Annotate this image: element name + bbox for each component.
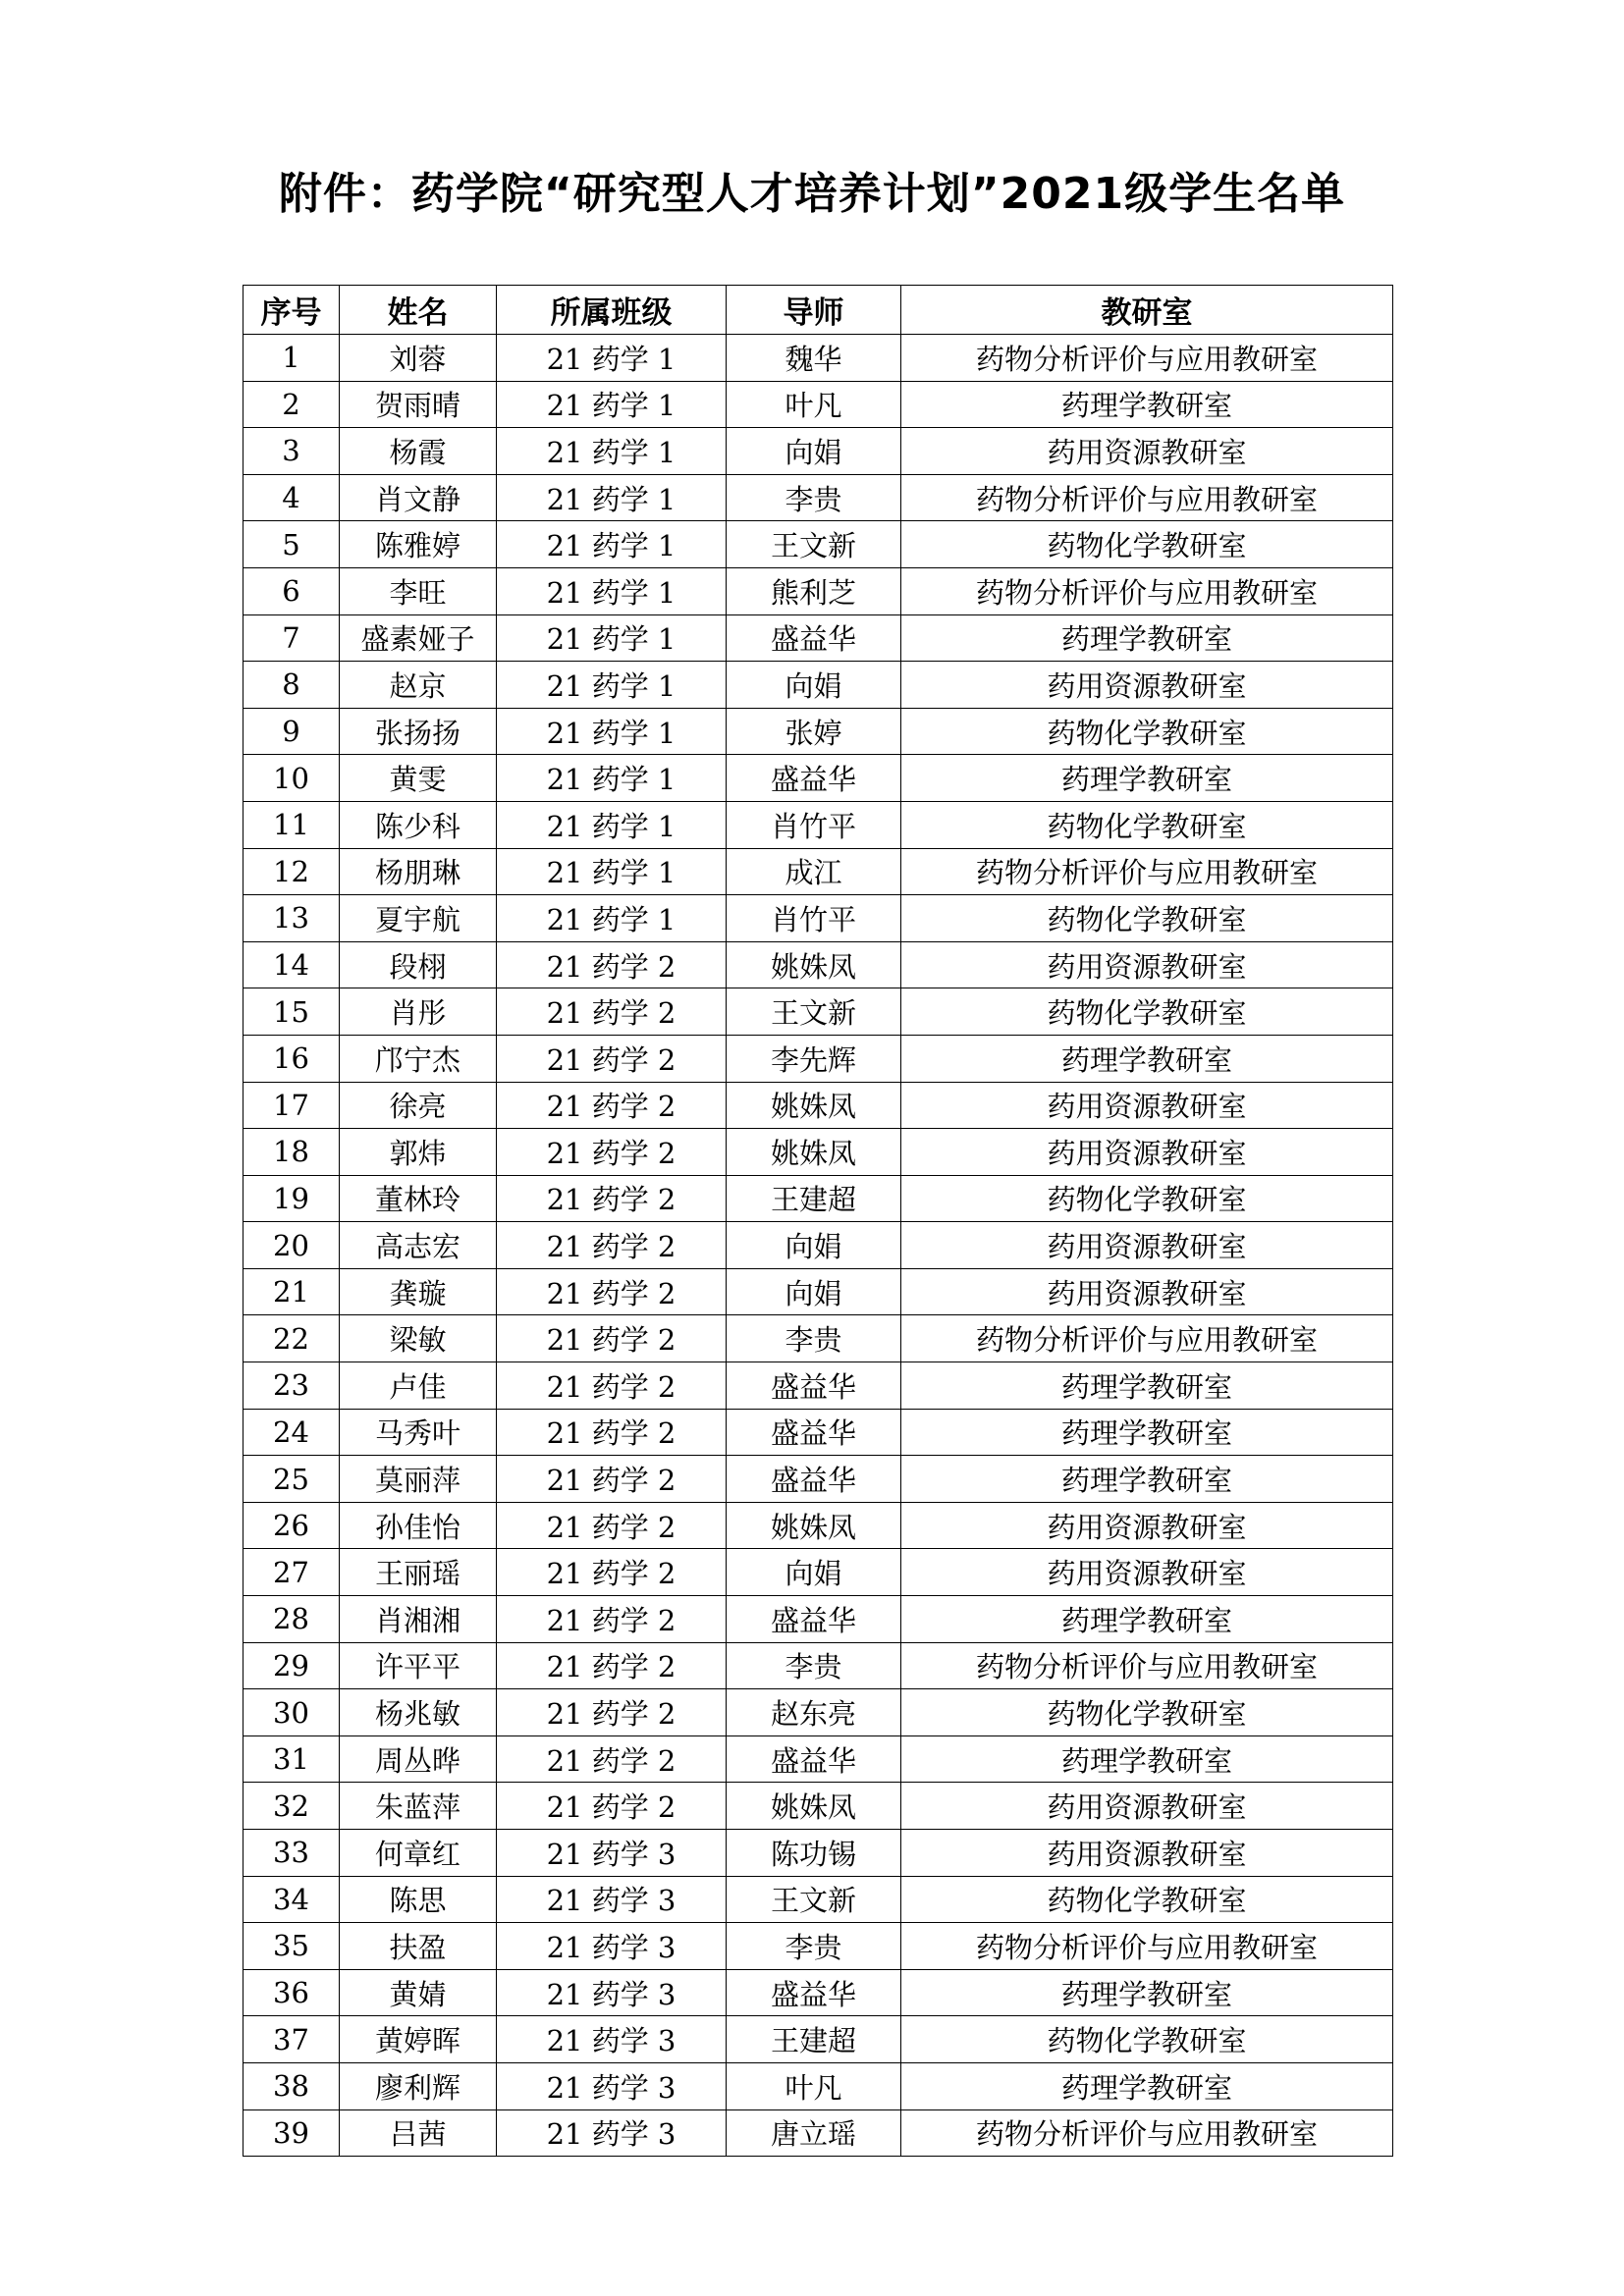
cell-office: 药理学教研室	[901, 755, 1393, 802]
cell-office: 药理学教研室	[901, 1409, 1393, 1456]
cell-class: 21 药学 1	[497, 381, 727, 428]
table-row	[244, 381, 1393, 428]
cell-name: 高志宏	[340, 1222, 497, 1269]
cell-name: 扶盈	[340, 1923, 497, 1970]
table-row	[244, 1502, 1393, 1549]
cell-office: 药用资源教研室	[901, 1502, 1393, 1549]
cell-class: 21 药学 1	[497, 895, 727, 942]
cell-tutor: 李贵	[727, 1315, 901, 1362]
cell-tutor: 李贵	[727, 1923, 901, 1970]
cell-class: 21 药学 1	[497, 428, 727, 475]
cell-class: 21 药学 3	[497, 2016, 727, 2063]
cell-name: 周丛晔	[340, 1735, 497, 1783]
cell-office: 药物分析评价与应用教研室	[901, 1315, 1393, 1362]
cell-name: 赵京	[340, 662, 497, 709]
table-row	[244, 1969, 1393, 2016]
cell-no: 11	[244, 801, 340, 848]
page-title: 附件：药学院“研究型人才培养计划”2021级学生名单	[278, 169, 1346, 219]
cell-name: 陈雅婷	[340, 521, 497, 568]
cell-office: 药物化学教研室	[901, 988, 1393, 1036]
table-row	[244, 614, 1393, 662]
table-row	[244, 2062, 1393, 2109]
cell-name: 刘蓉	[340, 335, 497, 382]
cell-tutor: 盛益华	[727, 1969, 901, 2016]
cell-no: 28	[244, 1596, 340, 1643]
cell-name: 盛素娅子	[340, 614, 497, 662]
header-no: 序号	[244, 286, 340, 335]
cell-name: 张扬扬	[340, 708, 497, 755]
cell-tutor: 向娟	[727, 428, 901, 475]
cell-class: 21 药学 2	[497, 1689, 727, 1736]
table-row	[244, 1642, 1393, 1689]
cell-name: 黄婧	[340, 1969, 497, 2016]
cell-name: 肖湘湘	[340, 1596, 497, 1643]
cell-office: 药理学教研室	[901, 1362, 1393, 1410]
student-roster-table	[243, 285, 1393, 2157]
cell-office: 药物分析评价与应用教研室	[901, 848, 1393, 895]
cell-no: 13	[244, 895, 340, 942]
table-row	[244, 988, 1393, 1036]
cell-name: 梁敏	[340, 1315, 497, 1362]
cell-name: 卢佳	[340, 1362, 497, 1410]
cell-class: 21 药学 2	[497, 1596, 727, 1643]
cell-office: 药物化学教研室	[901, 895, 1393, 942]
table-row	[244, 1876, 1393, 1923]
cell-no: 26	[244, 1502, 340, 1549]
cell-office: 药用资源教研室	[901, 1783, 1393, 1830]
cell-tutor: 盛益华	[727, 1456, 901, 1503]
table-row	[244, 1549, 1393, 1596]
cell-no: 9	[244, 708, 340, 755]
cell-office: 药物化学教研室	[901, 1175, 1393, 1222]
cell-name: 郭炜	[340, 1129, 497, 1176]
cell-office: 药理学教研室	[901, 2062, 1393, 2109]
cell-tutor: 姚姝凤	[727, 1783, 901, 1830]
cell-name: 邝宁杰	[340, 1035, 497, 1082]
cell-name: 孙佳怡	[340, 1502, 497, 1549]
cell-no: 23	[244, 1362, 340, 1410]
cell-no: 7	[244, 614, 340, 662]
cell-class: 21 药学 3	[497, 1830, 727, 1877]
cell-tutor: 盛益华	[727, 614, 901, 662]
cell-tutor: 盛益华	[727, 755, 901, 802]
cell-name: 陈少科	[340, 801, 497, 848]
table-row	[244, 1735, 1393, 1783]
cell-class: 21 药学 2	[497, 1222, 727, 1269]
cell-class: 21 药学 2	[497, 988, 727, 1036]
cell-class: 21 药学 2	[497, 1642, 727, 1689]
cell-class: 21 药学 3	[497, 1923, 727, 1970]
cell-name: 徐亮	[340, 1082, 497, 1129]
cell-no: 1	[244, 335, 340, 382]
cell-tutor: 肖竹平	[727, 895, 901, 942]
header-tutor: 导师	[727, 286, 901, 335]
cell-class: 21 药学 2	[497, 1362, 727, 1410]
table-row	[244, 1362, 1393, 1410]
cell-no: 15	[244, 988, 340, 1036]
cell-office: 药用资源教研室	[901, 1830, 1393, 1877]
table-header-row	[244, 286, 1393, 335]
cell-tutor: 张婷	[727, 708, 901, 755]
cell-no: 20	[244, 1222, 340, 1269]
cell-name: 肖文静	[340, 474, 497, 521]
cell-name: 段栩	[340, 941, 497, 988]
table-row	[244, 1315, 1393, 1362]
cell-class: 21 药学 3	[497, 2109, 727, 2157]
cell-no: 6	[244, 567, 340, 614]
table-row	[244, 1409, 1393, 1456]
cell-class: 21 药学 2	[497, 941, 727, 988]
cell-tutor: 叶凡	[727, 2062, 901, 2109]
cell-class: 21 药学 1	[497, 801, 727, 848]
table-row	[244, 2109, 1393, 2157]
cell-no: 35	[244, 1923, 340, 1970]
cell-class: 21 药学 2	[497, 1129, 727, 1176]
table-body	[244, 335, 1393, 2157]
cell-class: 21 药学 1	[497, 614, 727, 662]
table-row	[244, 1268, 1393, 1315]
table-row	[244, 521, 1393, 568]
cell-name: 肖彤	[340, 988, 497, 1036]
cell-class: 21 药学 1	[497, 708, 727, 755]
cell-office: 药用资源教研室	[901, 1129, 1393, 1176]
cell-no: 19	[244, 1175, 340, 1222]
cell-name: 黄婷晖	[340, 2016, 497, 2063]
cell-class: 21 药学 1	[497, 662, 727, 709]
cell-office: 药物分析评价与应用教研室	[901, 474, 1393, 521]
cell-class: 21 药学 1	[497, 567, 727, 614]
cell-tutor: 李先辉	[727, 1035, 901, 1082]
cell-office: 药物分析评价与应用教研室	[901, 2109, 1393, 2157]
table-row	[244, 474, 1393, 521]
table-row	[244, 1783, 1393, 1830]
cell-class: 21 药学 2	[497, 1456, 727, 1503]
cell-tutor: 李贵	[727, 474, 901, 521]
cell-office: 药理学教研室	[901, 1735, 1393, 1783]
table-row	[244, 1129, 1393, 1176]
table-row	[244, 895, 1393, 942]
cell-tutor: 叶凡	[727, 381, 901, 428]
cell-office: 药用资源教研室	[901, 1222, 1393, 1269]
cell-name: 杨朋琳	[340, 848, 497, 895]
cell-office: 药用资源教研室	[901, 662, 1393, 709]
table-row	[244, 567, 1393, 614]
cell-office: 药用资源教研室	[901, 941, 1393, 988]
cell-office: 药理学教研室	[901, 1035, 1393, 1082]
cell-no: 29	[244, 1642, 340, 1689]
cell-name: 朱蓝萍	[340, 1783, 497, 1830]
cell-class: 21 药学 2	[497, 1502, 727, 1549]
cell-tutor: 唐立瑶	[727, 2109, 901, 2157]
cell-office: 药用资源教研室	[901, 1549, 1393, 1596]
cell-office: 药理学教研室	[901, 381, 1393, 428]
table-row	[244, 1082, 1393, 1129]
cell-office: 药用资源教研室	[901, 428, 1393, 475]
table-row	[244, 1689, 1393, 1736]
cell-tutor: 向娟	[727, 1549, 901, 1596]
cell-class: 21 药学 2	[497, 1549, 727, 1596]
table-row	[244, 1596, 1393, 1643]
cell-office: 药物分析评价与应用教研室	[901, 1642, 1393, 1689]
cell-no: 25	[244, 1456, 340, 1503]
cell-no: 10	[244, 755, 340, 802]
table-row	[244, 1830, 1393, 1877]
cell-no: 33	[244, 1830, 340, 1877]
cell-no: 39	[244, 2109, 340, 2157]
table-row	[244, 755, 1393, 802]
cell-class: 21 药学 1	[497, 755, 727, 802]
table-row	[244, 1175, 1393, 1222]
cell-class: 21 药学 2	[497, 1268, 727, 1315]
cell-office: 药物化学教研室	[901, 2016, 1393, 2063]
cell-no: 36	[244, 1969, 340, 2016]
cell-no: 12	[244, 848, 340, 895]
cell-class: 21 药学 1	[497, 848, 727, 895]
cell-no: 8	[244, 662, 340, 709]
cell-name: 贺雨晴	[340, 381, 497, 428]
cell-no: 17	[244, 1082, 340, 1129]
cell-class: 21 药学 1	[497, 335, 727, 382]
cell-office: 药理学教研室	[901, 614, 1393, 662]
cell-tutor: 王建超	[727, 2016, 901, 2063]
cell-name: 许平平	[340, 1642, 497, 1689]
table-row	[244, 941, 1393, 988]
table-row	[244, 335, 1393, 382]
cell-class: 21 药学 2	[497, 1315, 727, 1362]
cell-tutor: 姚姝凤	[727, 1502, 901, 1549]
cell-tutor: 盛益华	[727, 1735, 901, 1783]
cell-name: 龚璇	[340, 1268, 497, 1315]
cell-tutor: 赵东亮	[727, 1689, 901, 1736]
cell-office: 药物化学教研室	[901, 521, 1393, 568]
cell-office: 药物分析评价与应用教研室	[901, 335, 1393, 382]
cell-no: 30	[244, 1689, 340, 1736]
cell-name: 廖利辉	[340, 2062, 497, 2109]
cell-office: 药物化学教研室	[901, 1876, 1393, 1923]
cell-tutor: 向娟	[727, 1268, 901, 1315]
cell-no: 32	[244, 1783, 340, 1830]
cell-class: 21 药学 2	[497, 1735, 727, 1783]
cell-office: 药理学教研室	[901, 1596, 1393, 1643]
cell-no: 21	[244, 1268, 340, 1315]
cell-class: 21 药学 1	[497, 474, 727, 521]
cell-tutor: 盛益华	[727, 1596, 901, 1643]
cell-office: 药物分析评价与应用教研室	[901, 1923, 1393, 1970]
table-row	[244, 848, 1393, 895]
header-office: 教研室	[901, 286, 1393, 335]
table-row	[244, 2016, 1393, 2063]
header-class: 所属班级	[497, 286, 727, 335]
header-name: 姓名	[340, 286, 497, 335]
cell-no: 16	[244, 1035, 340, 1082]
cell-office: 药理学教研室	[901, 1969, 1393, 2016]
cell-class: 21 药学 3	[497, 1876, 727, 1923]
cell-tutor: 王建超	[727, 1175, 901, 1222]
cell-tutor: 肖竹平	[727, 801, 901, 848]
cell-name: 董林玲	[340, 1175, 497, 1222]
cell-no: 31	[244, 1735, 340, 1783]
cell-no: 22	[244, 1315, 340, 1362]
cell-no: 24	[244, 1409, 340, 1456]
cell-name: 陈思	[340, 1876, 497, 1923]
cell-no: 4	[244, 474, 340, 521]
cell-office: 药物化学教研室	[901, 1689, 1393, 1736]
cell-name: 杨兆敏	[340, 1689, 497, 1736]
cell-office: 药用资源教研室	[901, 1082, 1393, 1129]
cell-tutor: 向娟	[727, 662, 901, 709]
cell-class: 21 药学 3	[497, 1969, 727, 2016]
cell-tutor: 成江	[727, 848, 901, 895]
cell-name: 何章红	[340, 1830, 497, 1877]
cell-name: 王丽瑶	[340, 1549, 497, 1596]
cell-no: 27	[244, 1549, 340, 1596]
cell-name: 杨霞	[340, 428, 497, 475]
table-row	[244, 662, 1393, 709]
cell-no: 5	[244, 521, 340, 568]
cell-tutor: 王文新	[727, 1876, 901, 1923]
cell-tutor: 姚姝凤	[727, 1129, 901, 1176]
cell-no: 38	[244, 2062, 340, 2109]
cell-name: 夏宇航	[340, 895, 497, 942]
cell-tutor: 盛益华	[727, 1409, 901, 1456]
table-row	[244, 428, 1393, 475]
cell-name: 黄雯	[340, 755, 497, 802]
cell-office: 药理学教研室	[901, 1456, 1393, 1503]
cell-class: 21 药学 1	[497, 521, 727, 568]
table-row	[244, 708, 1393, 755]
table-row	[244, 1035, 1393, 1082]
cell-tutor: 李贵	[727, 1642, 901, 1689]
cell-office: 药物分析评价与应用教研室	[901, 567, 1393, 614]
table-row	[244, 1456, 1393, 1503]
cell-tutor: 盛益华	[727, 1362, 901, 1410]
cell-class: 21 药学 2	[497, 1082, 727, 1129]
cell-name: 吕茜	[340, 2109, 497, 2157]
cell-office: 药物化学教研室	[901, 801, 1393, 848]
cell-name: 李旺	[340, 567, 497, 614]
cell-tutor: 向娟	[727, 1222, 901, 1269]
cell-tutor: 王文新	[727, 521, 901, 568]
cell-name: 马秀叶	[340, 1409, 497, 1456]
cell-class: 21 药学 3	[497, 2062, 727, 2109]
cell-tutor: 姚姝凤	[727, 941, 901, 988]
cell-no: 3	[244, 428, 340, 475]
cell-class: 21 药学 2	[497, 1175, 727, 1222]
cell-no: 18	[244, 1129, 340, 1176]
cell-no: 37	[244, 2016, 340, 2063]
cell-tutor: 姚姝凤	[727, 1082, 901, 1129]
cell-no: 14	[244, 941, 340, 988]
cell-class: 21 药学 2	[497, 1409, 727, 1456]
cell-no: 34	[244, 1876, 340, 1923]
cell-class: 21 药学 2	[497, 1783, 727, 1830]
cell-no: 2	[244, 381, 340, 428]
cell-class: 21 药学 2	[497, 1035, 727, 1082]
table-row	[244, 1923, 1393, 1970]
cell-tutor: 熊利芝	[727, 567, 901, 614]
cell-office: 药物化学教研室	[901, 708, 1393, 755]
cell-tutor: 王文新	[727, 988, 901, 1036]
cell-tutor: 陈功锡	[727, 1830, 901, 1877]
cell-name: 莫丽萍	[340, 1456, 497, 1503]
cell-office: 药用资源教研室	[901, 1268, 1393, 1315]
cell-tutor: 魏华	[727, 335, 901, 382]
table-row	[244, 1222, 1393, 1269]
table-row	[244, 801, 1393, 848]
